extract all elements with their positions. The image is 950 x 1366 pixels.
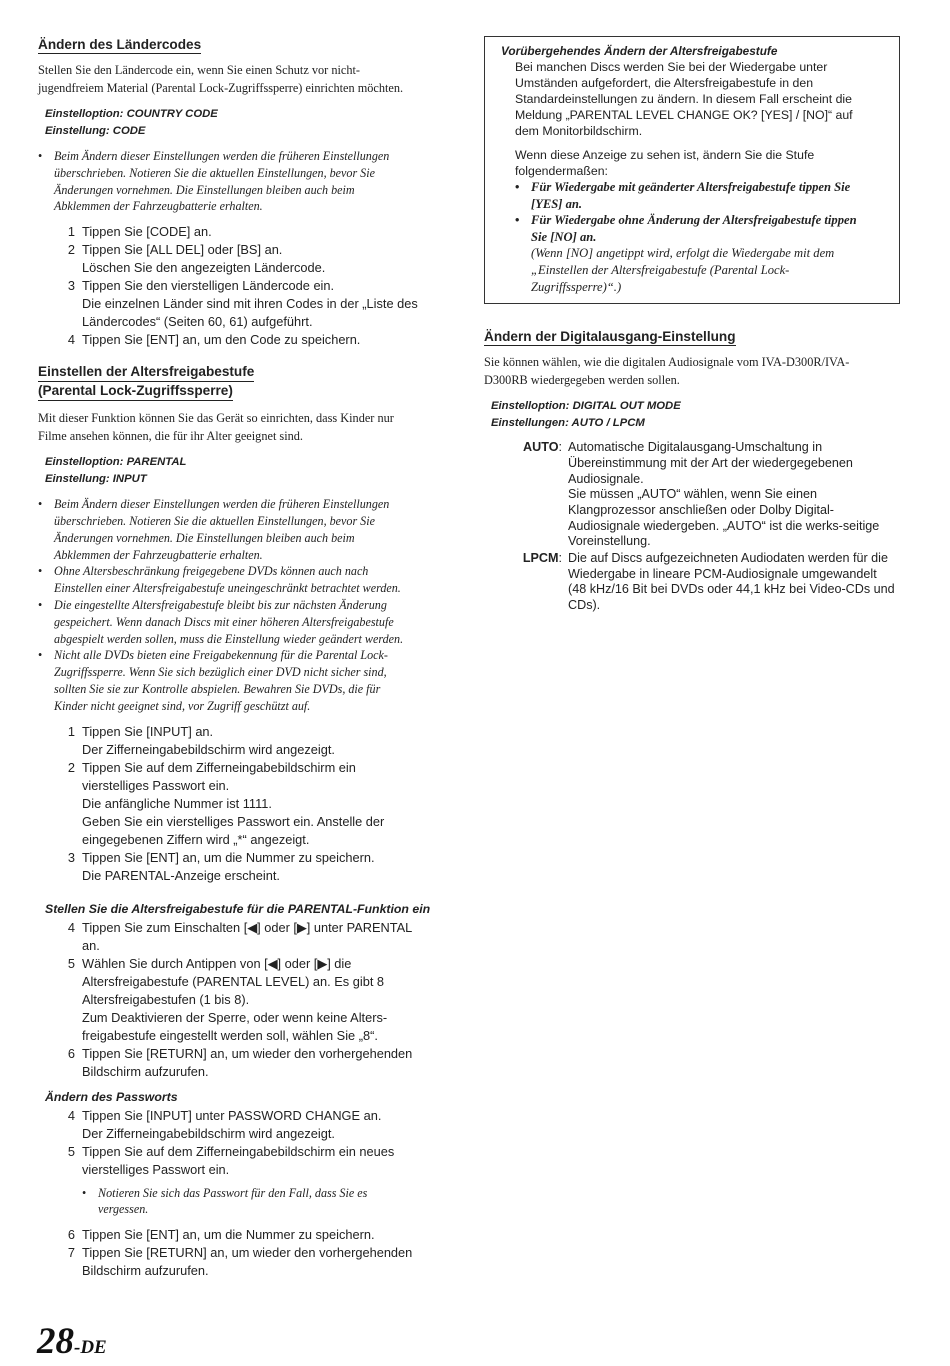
password-change-subheading: Ändern des Passworts	[45, 1089, 178, 1104]
definition-auto: AUTO: Automatische Digitalausgang-Umschaltung in Übereinstimmung mit der Art der wiedergegebenen Audiosignale. Sie müssen „AUTO“ wählen, wenn Sie einen Klangprozessor anschließen oder Dolby Digital- Audiosignale wiedergeben. „AUTO“ ist die werks-seitige Voreinstellung.	[523, 440, 880, 549]
box-paragraph: Wenn diese Anzeige zu sehen ist, ändern Sie die Stufe folgendermaßen:	[515, 148, 815, 178]
parental-level-steps	[38, 919, 453, 1081]
digital-out-intro: Sie können wählen, wie die digitalen Audiosignale vom IVA-D300R/IVA- D300RB wiedergegeben werden sollen.	[484, 355, 850, 388]
step-item: 3 Tippen Sie den vierstelligen Ländercode ein. Die einzelnen Länder sind mit ihren Codes in der „Liste des Ländercodes“ (Seiten 60, 61) aufgeführt.	[67, 278, 418, 330]
page-number: 28-DE	[37, 1321, 107, 1362]
password-note	[38, 1185, 453, 1219]
parental-lock-option: Einstelloption: PARENTAL Einstellung: INPUT	[45, 456, 187, 486]
note-item: • Ohne Altersbeschränkung freigegebene DVDs können auch nach Einstellen einer Altersfreigabestufe uneingeschränkt betrachtet werden.	[38, 563, 453, 597]
box-bullets	[501, 179, 887, 295]
parental-lock-notes	[38, 496, 453, 714]
country-code-steps	[38, 223, 453, 349]
password-change-steps-continued	[38, 1226, 453, 1280]
parental-lock-intro: Mit dieser Funktion können Sie das Gerät so einrichten, dass Kinder nur Filme ansehen können, die für ihr Alter geeignet sind.	[38, 411, 394, 444]
digital-out-option: Einstelloption: DIGITAL OUT MODE Einstellungen: AUTO / LPCM	[491, 400, 681, 430]
note-item: • Notieren Sie sich das Passwort für den Fall, dass Sie es vergessen.	[82, 1185, 453, 1219]
note-item: • Für Wiedergabe ohne Änderung der Altersfreigabestufe tippen Sie [NO] an. (Wenn [NO] angetippt wird, erfolgt die Wiedergabe mit dem „Einstellen der Altersfreigabestufe (Parental Lock- Zugriffssperre)“.)	[515, 212, 887, 295]
step-item: 1 Tippen Sie [CODE] an.	[67, 224, 212, 240]
right-column	[484, 36, 900, 615]
step-item: 4 Tippen Sie [ENT] an, um den Code zu speichern.	[67, 332, 361, 348]
step-item: 3 Tippen Sie [ENT] an, um die Nummer zu speichern. Die PARENTAL-Anzeige erscheint.	[67, 849, 375, 883]
country-code-heading: Ändern des Ländercodes	[38, 37, 202, 52]
step-item: 6 Tippen Sie [RETURN] an, um wieder den vorhergehenden Bildschirm aufzurufen.	[67, 1045, 413, 1079]
step-item: 4 Tippen Sie zum Einschalten [◀] oder [▶] unter PARENTAL an.	[67, 919, 413, 953]
step-item: 2 Tippen Sie [ALL DEL] oder [BS] an. Löschen Sie den angezeigten Ländercode.	[67, 242, 326, 276]
parental-lock-steps	[38, 723, 453, 885]
box-title: Vorübergehendes Ändern der Altersfreigabestufe	[501, 44, 778, 58]
left-column	[38, 36, 453, 1288]
country-code-option: Einstelloption: COUNTRY CODE Einstellung: CODE	[45, 108, 218, 137]
step-item: 5 Wählen Sie durch Antippen von [◀] oder [▶] die Altersfreigabestufe (PARENTAL LEVEL) an. Es gibt 8 Altersfreigabestufen (1 bis 8). Zum Deaktivieren der Sperre, oder wenn keine Alters- freigabestufe eingestellt werden soll, wählen Sie „8“.	[67, 955, 388, 1043]
step-item: 6 Tippen Sie [ENT] an, um die Nummer zu speichern.	[67, 1227, 375, 1243]
note-item: • Beim Ändern dieser Einstellungen werden die früheren Einstellungen überschrieben. Notieren Sie die aktuellen Einstellungen, bevor Sie Änderungen vornehmen. Die Einstellungen bleiben auch beim Abklemmen der Fahrzeugbatterie erhalten.	[38, 496, 453, 563]
digital-out-heading: Ändern der Digitalausgang-Einstellung	[484, 329, 736, 345]
parental-lock-heading: Einstellen der Altersfreigabestufe (Parental Lock-Zugriffssperre)	[38, 363, 453, 401]
password-change-steps	[38, 1107, 453, 1179]
parental-level-subheading: Stellen Sie die Altersfreigabestufe für die PARENTAL-Funktion ein	[45, 901, 431, 916]
note-item: • Beim Ändern dieser Einstellungen werden die früheren Einstellungen überschrieben. Notieren Sie die aktuellen Einstellungen, bevor Sie Änderungen vornehmen. Die Einstellungen bleiben auch beim Abklemmen der Fahrzeugbatterie erhalten.	[38, 148, 453, 215]
definition-lpcm: LPCM: Die auf Discs aufgezeichneten Audiodaten werden für die Wiedergabe in lineare PCM-Audiosignale umgewandelt (48 kHz/16 Bit bei DVDs oder 44,1 kHz bei Video-CDs und CDs).	[522, 551, 895, 613]
note-item: • Für Wiedergabe mit geänderter Altersfreigabestufe tippen Sie [YES] an.	[515, 179, 887, 212]
country-code-intro: Stellen Sie den Ländercode ein, wenn Sie einen Schutz vor nicht- jugendfreiem Material (Parental Lock-Zugriffssperre) einrichten möchten.	[38, 63, 404, 95]
step-item: 1 Tippen Sie [INPUT] an. Der Zifferneingabebildschirm wird angezeigt.	[67, 723, 335, 757]
digital-out-definitions	[484, 440, 900, 614]
note-item: • Die eingestellte Altersfreigabestufe bleibt bis zur nächsten Änderung gespeichert. Wenn danach Discs mit einer höheren Altersfreigabestufe abgespielt werden sollen, muss die Einstellung wieder geändert werden.	[38, 597, 453, 647]
step-item: 2 Tippen Sie auf dem Zifferneingabebildschirm ein vierstelliges Passwort ein. Die anfängliche Nummer ist 1111. Geben Sie ein vierstelliges Passwort ein. Anstelle der eingegebenen Ziffern wird „*“ angezeigt.	[67, 759, 385, 847]
temporary-level-change-box	[484, 36, 900, 304]
note-item: • Nicht alle DVDs bieten eine Freigabekennung für die Parental Lock- Zugriffssperre. Wenn Sie sich bezüglich einer DVD nicht sicher sind, sollten Sie sie zur Kontrolle abspielen. Bewahren Sie DVDs, die für Kinder nicht geeignet sind, vor Zugriff geschützt auf.	[38, 647, 453, 714]
step-item: 7 Tippen Sie [RETURN] an, um wieder den vorhergehenden Bildschirm aufzurufen.	[67, 1245, 413, 1279]
step-item: 5 Tippen Sie auf dem Zifferneingabebildschirm ein neues vierstelliges Passwort ein.	[67, 1143, 395, 1177]
box-paragraph: Bei manchen Discs werden Sie bei der Wiedergabe unter Umständen aufgefordert, die Altersfreigabestufe in den Standardeinstellungen zu ändern. In diesem Fall erscheint die Meldung „PARENTAL LEVEL CHANGE OK? [YES] / [NO]“ auf dem Monitorbildschirm.	[515, 60, 853, 138]
country-code-notes	[38, 148, 453, 215]
step-item: 4 Tippen Sie [INPUT] unter PASSWORD CHANGE an. Der Zifferneingabebildschirm wird angezeigt.	[67, 1107, 382, 1141]
